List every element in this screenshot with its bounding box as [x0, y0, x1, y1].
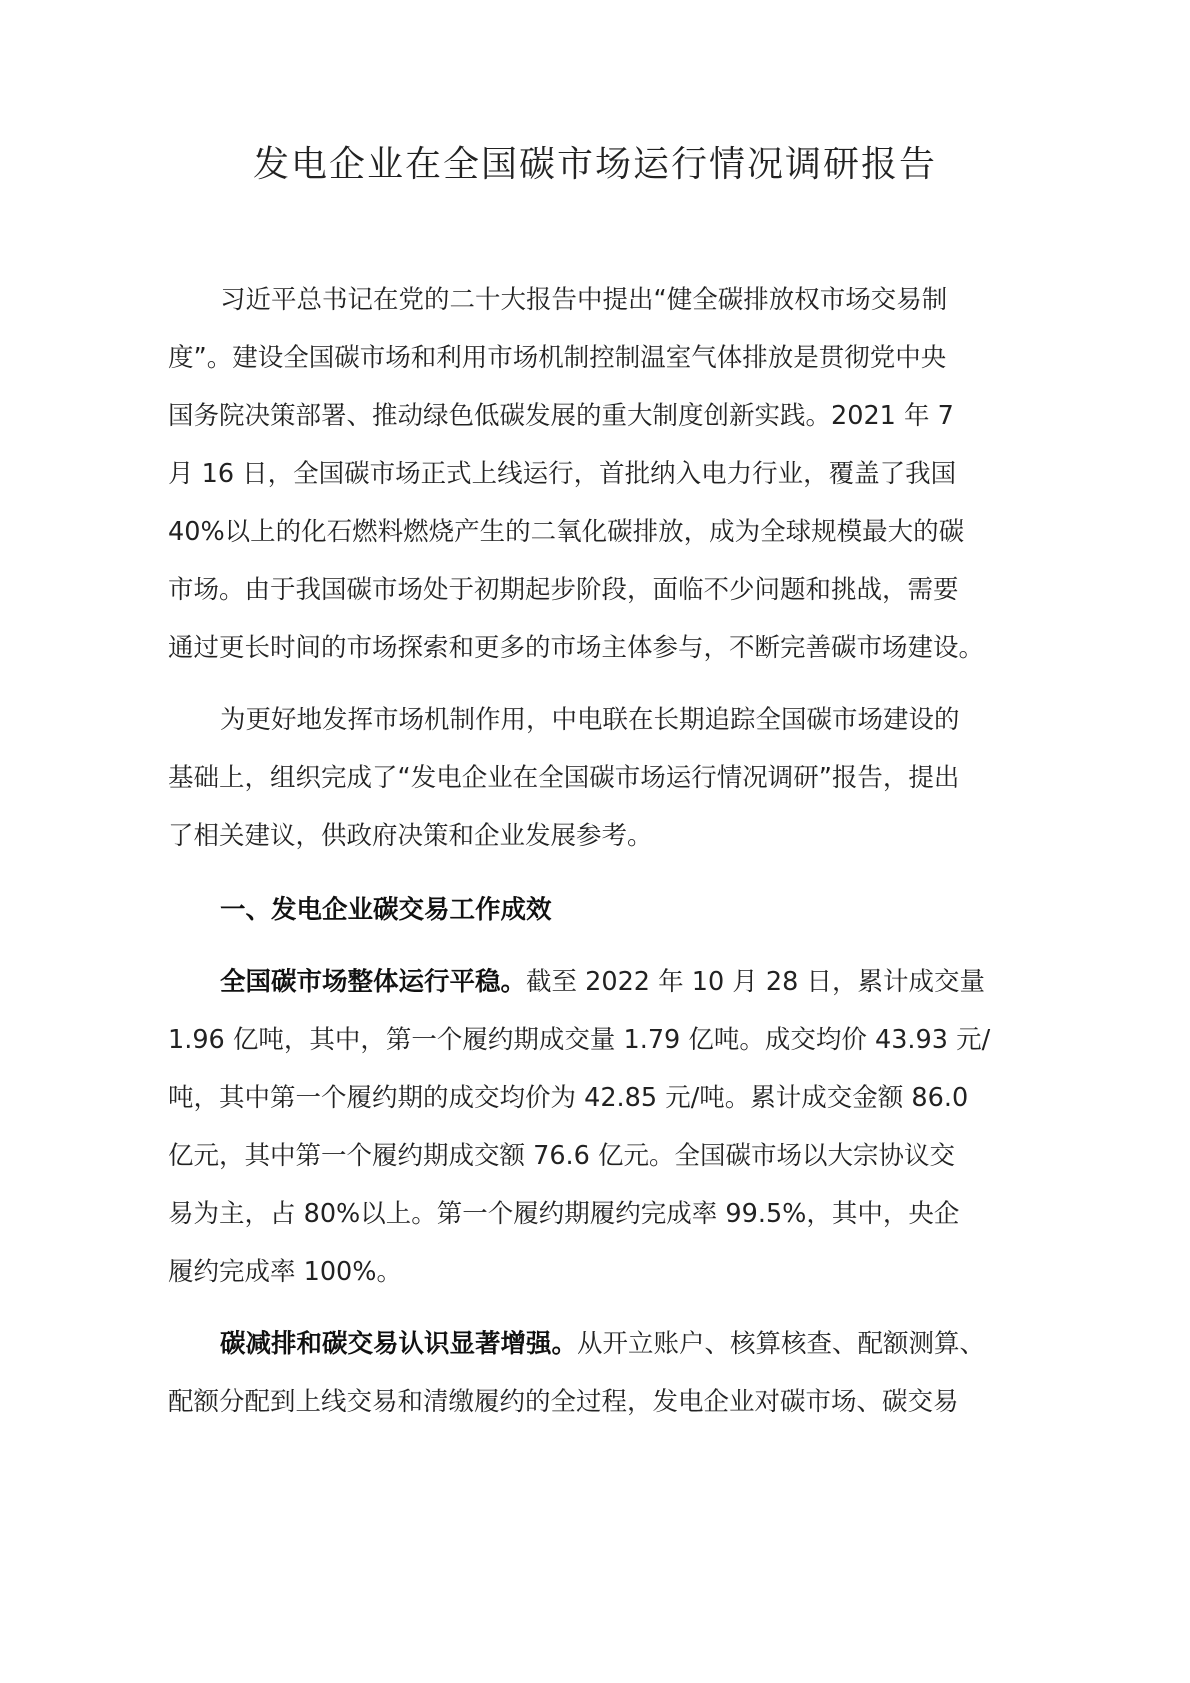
section-paragraph-1-line-4: 亿元，其中第一个履约期成交额 76.6 亿元。全国碳市场以大宗协议交 [168, 1141, 955, 1171]
page-title: 发电企业在全国碳市场运行情况调研报告 [252, 144, 937, 185]
section-paragraph-1-line-6: 履约完成率 100%。 [168, 1257, 403, 1287]
paragraph-1-line-3: 国务院决策部署、推动绿色低碳发展的重大制度创新实践。2021 年 7 [168, 401, 954, 431]
section-paragraph-1-rest: 截至 2022 年 10 月 28 日，累计成交量 [526, 967, 985, 997]
paragraph-1-line-6: 市场。由于我国碳市场处于初期起步阶段，面临不少问题和挑战，需要 [168, 575, 959, 605]
paragraph-1-line-2: 度”。建设全国碳市场和利用市场机制控制温室气体排放是贯彻党中央 [168, 343, 947, 373]
section-heading: 一、发电企业碳交易工作成效 [220, 895, 552, 925]
section-paragraph-1-line-3: 吨，其中第一个履约期的成交均价为 42.85 元/吨。累计成交金额 86.0 [168, 1083, 969, 1113]
section-paragraph-2-rest: 从开立账户、核算核查、配额测算、 [577, 1329, 986, 1359]
paragraph-1-line-5: 40%以上的化石燃料燃烧产生的二氧化碳排放，成为全球规模最大的碳 [168, 517, 965, 547]
paragraph-1-line-4: 月 16 日，全国碳市场正式上线运行，首批纳入电力行业，覆盖了我国 [168, 459, 957, 489]
section-paragraph-1-line-5: 易为主，占 80%以上。第一个履约期履约完成率 99.5%，其中，央企 [168, 1199, 960, 1229]
section-paragraph-2-line-1 [168, 1324, 986, 1364]
section-paragraph-2-lead: 碳减排和碳交易认识显著增强。 [220, 1329, 578, 1359]
paragraph-2-line-2: 基础上，组织完成了“发电企业在全国碳市场运行情况调研”报告，提出 [168, 763, 960, 793]
section-paragraph-1-line-2: 1.96 亿吨，其中，第一个履约期成交量 1.79 亿吨。成交均价 43.93 元/ [168, 1025, 991, 1055]
section-paragraph-2-line-2: 配额分配到上线交易和清缴履约的全过程，发电企业对碳市场、碳交易 [168, 1387, 959, 1417]
paragraph-2-line-1: 为更好地发挥市场机制作用，中电联在长期追踪全国碳市场建设的 [220, 705, 960, 735]
paragraph-2-line-3: 了相关建议，供政府决策和企业发展参考。 [168, 821, 653, 851]
section-paragraph-1-lead: 全国碳市场整体运行平稳。 [220, 967, 527, 997]
paragraph-1-line-1: 习近平总书记在党的二十大报告中提出“健全碳排放权市场交易制 [220, 285, 948, 315]
section-paragraph-1-line-1 [168, 962, 985, 1002]
paragraph-1-line-7: 通过更长时间的市场探索和更多的市场主体参与，不断完善碳市场建设。 [168, 633, 985, 663]
